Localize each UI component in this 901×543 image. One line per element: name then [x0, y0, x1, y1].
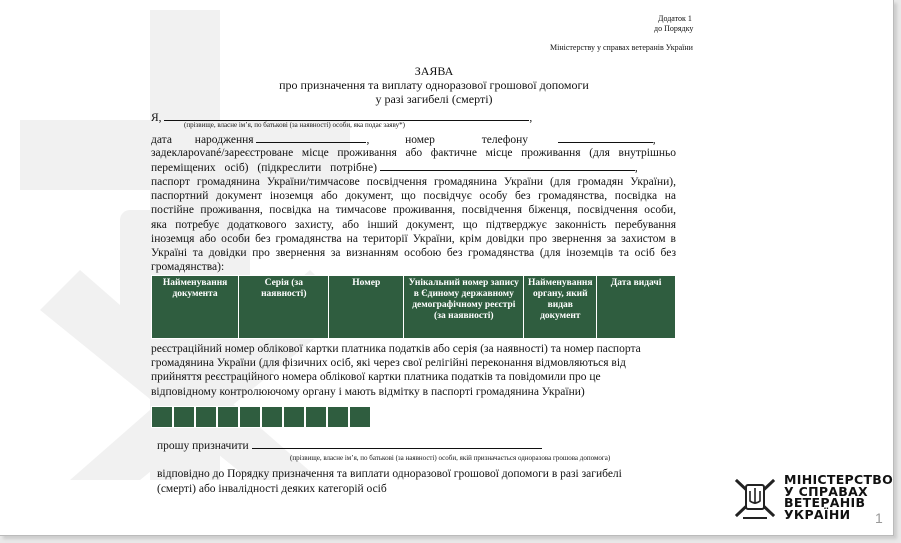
residence-field[interactable]: [380, 160, 635, 171]
applicant-hint: (прізвище, власне ім’я, по батькові (за наявності) особи, яка подає заяву*): [184, 121, 405, 129]
applicant-line: Я, ,: [151, 112, 533, 124]
passport-line-7: громадянства):: [151, 261, 225, 273]
phone-field[interactable]: [558, 132, 653, 143]
digit-box[interactable]: [217, 406, 239, 428]
addressee: Міністерству у справах ветеранів України: [550, 43, 693, 52]
digit-box[interactable]: [239, 406, 261, 428]
document-table: [151, 275, 676, 339]
page-number: 1: [875, 510, 883, 526]
logo-text-line-1: МІНІСТЕРСТВО: [784, 472, 894, 487]
document-title: ЗАЯВА: [414, 64, 454, 78]
logo-text-line-2: У СПРАВАХ: [784, 483, 868, 499]
digit-box[interactable]: [305, 406, 327, 428]
birth-phone-line: дата народження , номер телефону ,: [151, 134, 656, 146]
beneficiary-name-field[interactable]: [252, 438, 542, 449]
tax-number-boxes: [151, 406, 371, 428]
request-line: [157, 438, 682, 454]
annex-label: Додаток 1: [658, 14, 692, 23]
col-doc-name: Найменування документа: [152, 276, 239, 339]
tax-line-3: прийняття реєстраційного номера облікової картки платника податків та повідомили про це: [151, 371, 601, 383]
request-basis-line-2: (смерті) або інвалідності деяких категорій осіб: [157, 483, 387, 495]
table-header-row: [152, 276, 676, 339]
ministry-emblem-icon: [733, 475, 777, 521]
col-registry-number: Унікальний номер запису в Єдиному державному демографічному реєстрі (за наявності): [404, 276, 524, 339]
tax-line-4: відповідному контролюючому органу і мають відмітку в паспорті громадянина України): [151, 386, 585, 398]
birth-label: дата народження: [151, 134, 254, 146]
ya-label: Я,: [151, 112, 162, 124]
digit-box[interactable]: [151, 406, 173, 428]
phone-label: номер телефону: [405, 134, 528, 146]
beneficiary-hint: (прізвище, власне ім’я, по батькові (за наявності) особи, якій призначається одноразова грошова допомога): [290, 454, 611, 462]
digit-box[interactable]: [195, 406, 217, 428]
digit-box[interactable]: [283, 406, 305, 428]
document-subtitle-2: у разі загибелі (смерті): [375, 92, 493, 106]
passport-line-4: яка потребує додаткового захисту, або інший документ, що підтверджує законність перебування: [151, 219, 676, 231]
applicant-name-field[interactable]: [164, 110, 529, 121]
col-issue-date: Дата видачі: [597, 276, 676, 339]
passport-line-3: постійне проживання, посвідка на тимчасове проживання, посвідчення біженця, посвідчення особи,: [151, 204, 676, 216]
digit-box[interactable]: [261, 406, 283, 428]
passport-line-2: паспортний документ іноземця або документ, що посвідчує особу без громадянства, посвідка на: [151, 190, 676, 202]
request-label: прошу призначити: [157, 440, 249, 452]
residence-line-2: переміщених осіб) (підкреслити потрібне) ,: [151, 162, 638, 174]
col-issuer: Найменування органу, який видав документ: [524, 276, 597, 339]
tax-line-2: громадянина України (для фізичних осіб, які через свої релігійні переконання відмовляються від: [151, 357, 626, 369]
residence-label: переміщених осіб) (підкреслити потрібне): [151, 162, 377, 174]
col-number: Номер: [329, 276, 404, 339]
col-series: Серія (за наявності): [239, 276, 329, 339]
document-subtitle-1: про призначення та виплату одноразової грошової допомоги: [279, 78, 589, 92]
tax-line-1: реєстраційний номер облікової картки платника податків або серія (за наявності) та номер паспорта: [151, 343, 641, 355]
logo-text-line-3: ВЕТЕРАНІВ: [784, 495, 866, 510]
logo-text-line-4: УКРАЇНИ: [784, 506, 851, 522]
request-basis-line-1: відповідно до Порядку призначення та виплати одноразової грошової допомоги в разі загибелі: [157, 468, 622, 480]
residence-line-1: задекларované/зареєстроване місце проживання або фактичне місце проживання (для внутрішньо: [151, 147, 676, 159]
passport-line-1: паспорт громадянина України/тимчасове посвідчення громадянина України (для громадян України),: [151, 176, 676, 188]
passport-line-6: Україні та довідки про звернення за визнанням особою без громадянства (для іноземців та осіб без: [151, 247, 676, 259]
passport-line-5: іноземця або особи без громадянства на території України, крім довідки про звернення за захистом в: [151, 233, 676, 245]
annex-sublabel: до Порядку: [654, 24, 694, 33]
digit-box[interactable]: [327, 406, 349, 428]
digit-box[interactable]: [349, 406, 371, 428]
digit-box[interactable]: [173, 406, 195, 428]
birth-date-field[interactable]: [256, 132, 366, 143]
